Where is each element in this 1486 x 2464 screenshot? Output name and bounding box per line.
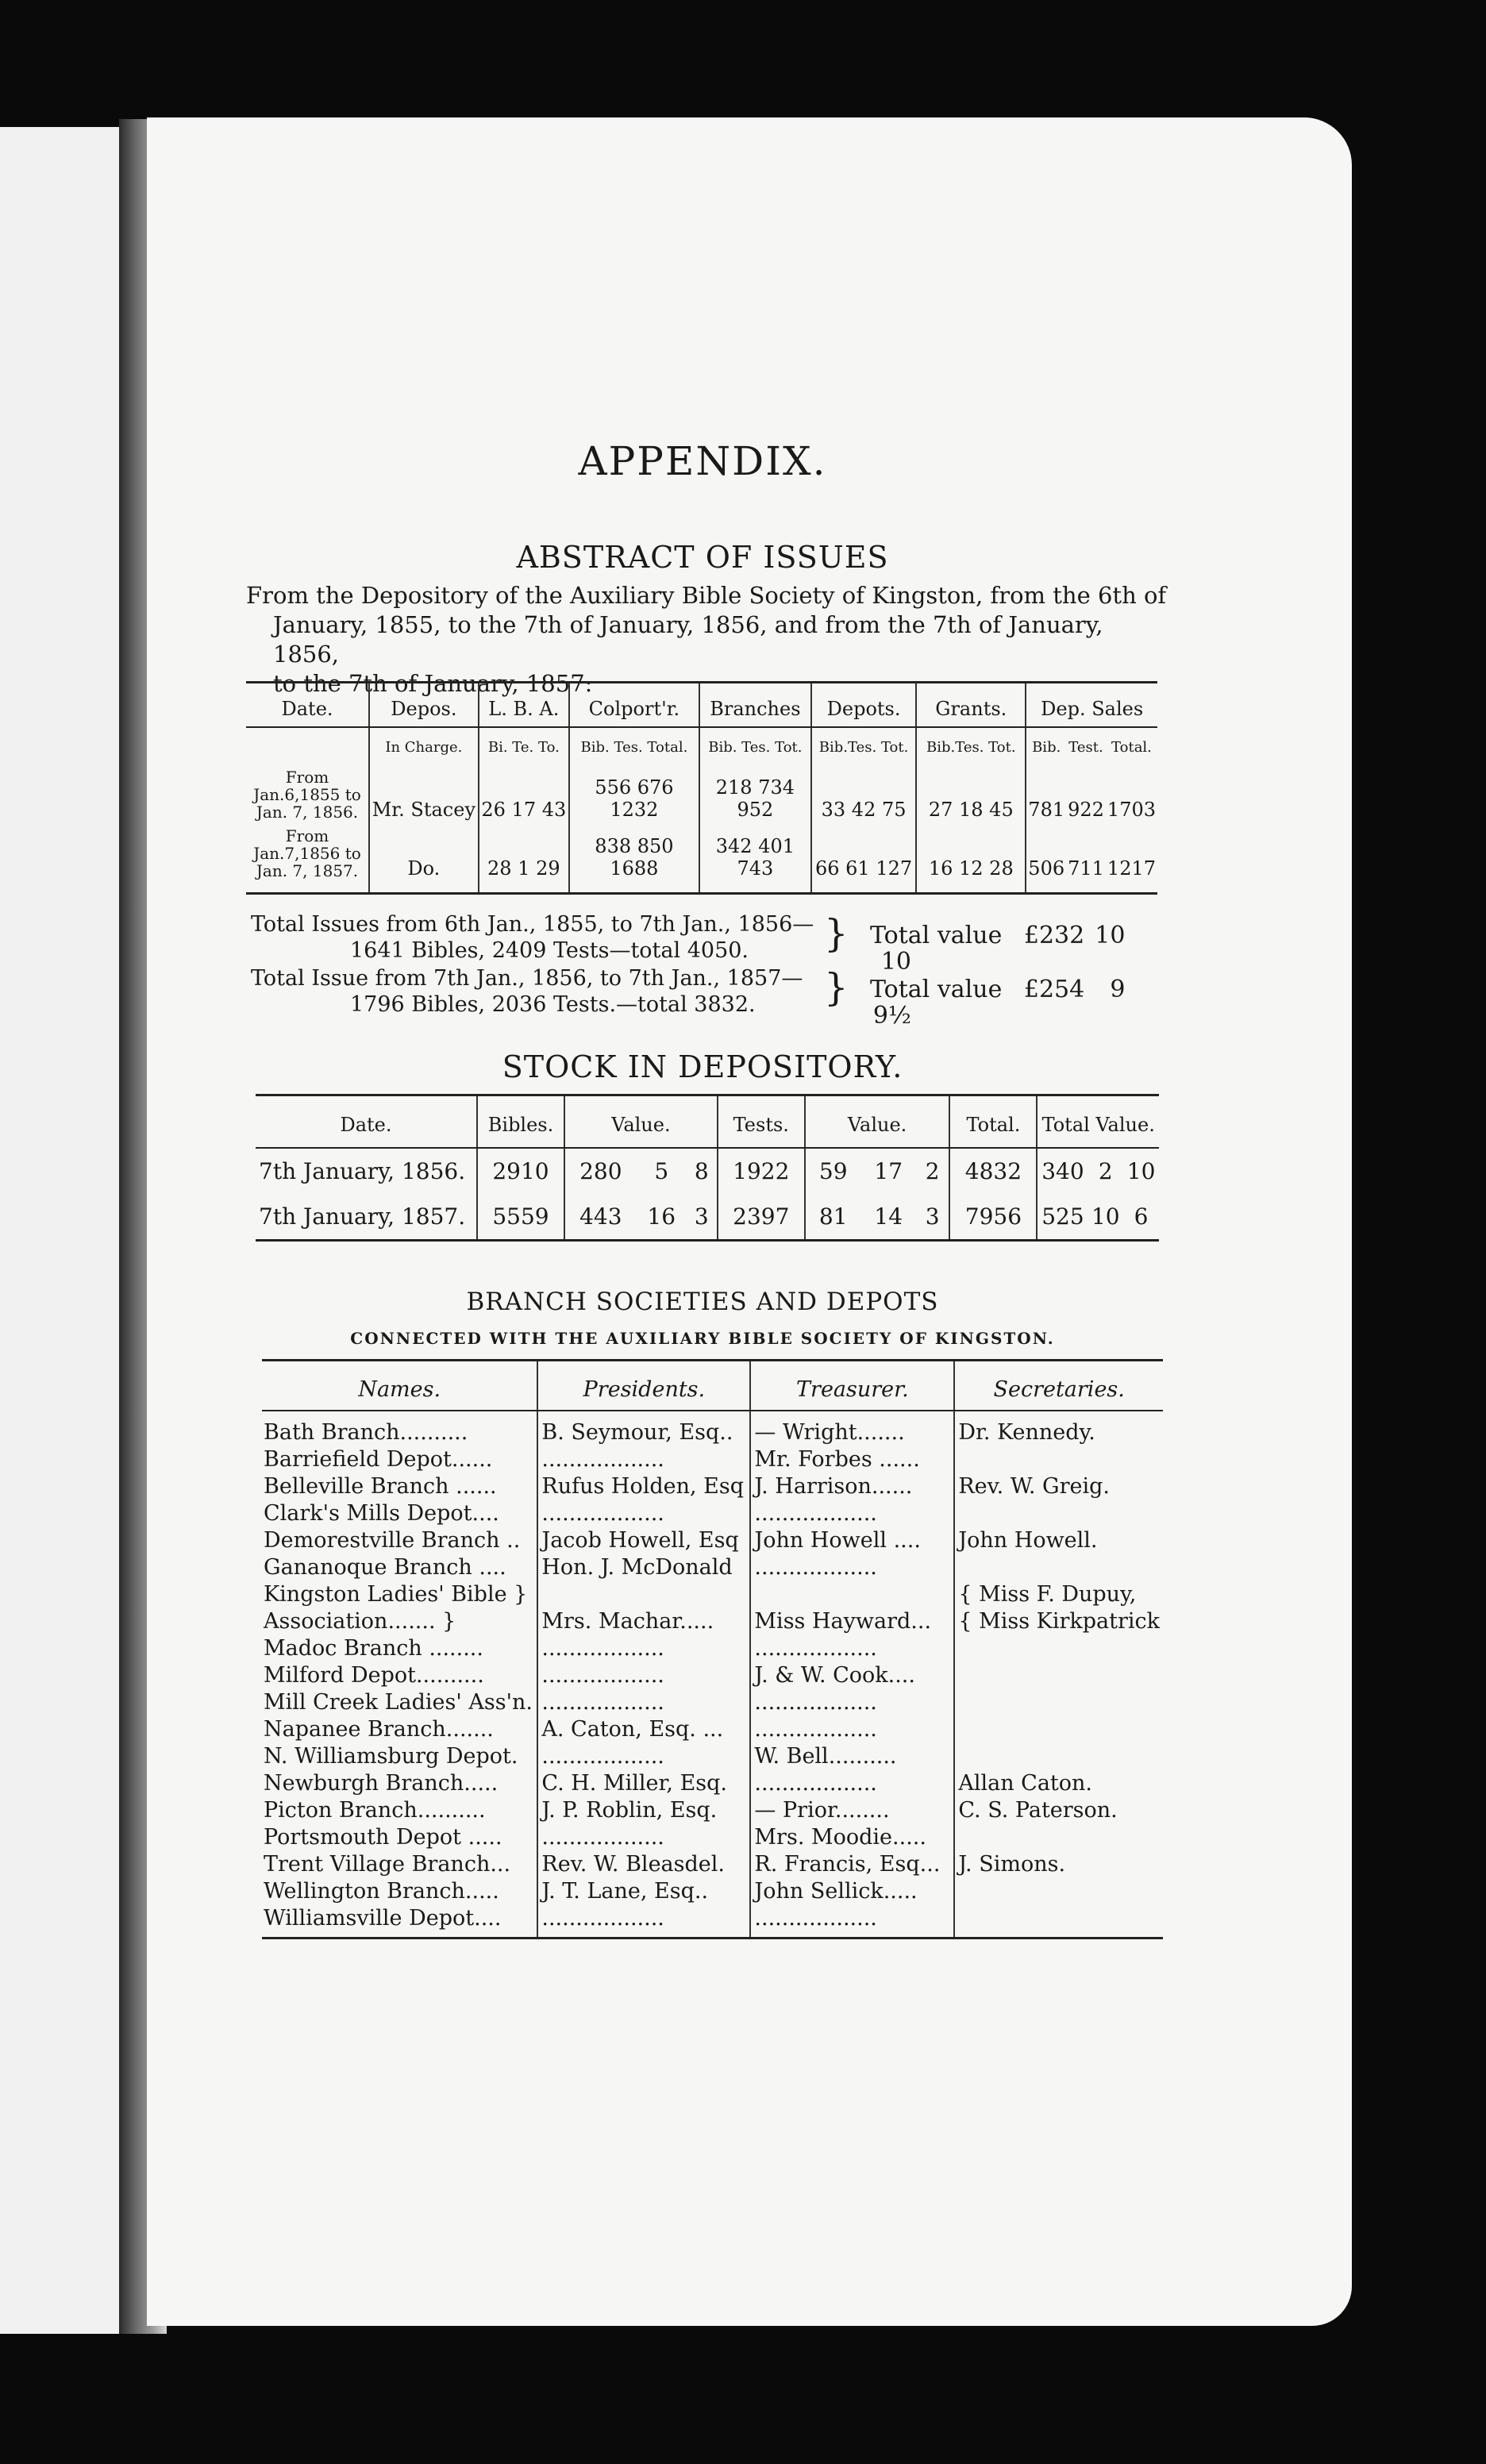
secretary bbox=[954, 1662, 1163, 1689]
branch-name: Milford Depot.......... bbox=[264, 1663, 484, 1688]
secretary: { Miss F. Dupuy, bbox=[954, 1581, 1163, 1608]
col-header: Date. bbox=[256, 1095, 477, 1149]
total-issues-1: Total Issues from 6th Jan., 1855, to 7th Jan., 1856— 1641 Bibles, 2409 Tests—total 4050. bbox=[251, 912, 814, 963]
table-row bbox=[262, 1446, 1163, 1473]
total-value-2: Total value £254 9 9½ bbox=[870, 976, 1126, 1030]
table-cell: 28 1 29 bbox=[479, 824, 569, 894]
table-cell: 27 18 45 bbox=[916, 765, 1026, 824]
table-row bbox=[262, 1716, 1163, 1743]
branches-heading: BRANCH SOCIETIES AND DEPOTS bbox=[466, 1288, 939, 1316]
col-header: Value. bbox=[564, 1095, 718, 1149]
sub-header: Test. bbox=[1068, 739, 1103, 756]
table-row bbox=[262, 1797, 1163, 1824]
table-cell: 33 42 75 bbox=[811, 765, 916, 824]
branch-name: Trent Village Branch... bbox=[264, 1852, 511, 1877]
treasurer: W. Bell.......... bbox=[750, 1743, 954, 1770]
stock-heading: STOCK IN DEPOSITORY. bbox=[502, 1049, 903, 1084]
branch-name: Madoc Branch ........ bbox=[264, 1636, 483, 1661]
col-header: Depos. bbox=[369, 683, 479, 728]
table-row bbox=[262, 1527, 1163, 1554]
stock-header-row bbox=[256, 1095, 1159, 1149]
table-row bbox=[246, 765, 1157, 824]
sub-header: Bib.Tes. Tot. bbox=[811, 727, 916, 765]
date-cell: From Jan.6,1855 to Jan. 7, 1856. bbox=[253, 768, 361, 822]
abstract-subheader-row bbox=[246, 727, 1157, 765]
president: .................. bbox=[537, 1824, 750, 1851]
secretary: C. S. Paterson. bbox=[954, 1797, 1163, 1824]
branch-name: Napanee Branch....... bbox=[264, 1717, 494, 1742]
date-cell: 7th January, 1856. bbox=[259, 1158, 466, 1184]
table-cell: 506 bbox=[1026, 824, 1066, 894]
secretary: Dr. Kennedy. bbox=[954, 1411, 1163, 1446]
intro-line: From the Depository of the Auxiliary Bible Society of Kingston, from the 6th of bbox=[246, 582, 1167, 609]
table-row bbox=[256, 1194, 1159, 1241]
treasurer: Mr. Forbes ...... bbox=[750, 1446, 954, 1473]
branch-name: Barriefield Depot...... bbox=[264, 1447, 493, 1472]
table-cell: 3 bbox=[687, 1194, 718, 1241]
brace: } bbox=[824, 965, 849, 1010]
president: .................. bbox=[537, 1446, 750, 1473]
sub-header: Total. bbox=[1111, 739, 1152, 756]
treasurer: J. Harrison...... bbox=[750, 1473, 954, 1500]
table-row bbox=[262, 1411, 1163, 1446]
president: .................. bbox=[537, 1500, 750, 1527]
col-header: Tests. bbox=[718, 1095, 805, 1149]
branch-name: Portsmouth Depot ..... bbox=[264, 1825, 502, 1850]
table-row bbox=[262, 1851, 1163, 1878]
branch-name: Bath Branch.......... bbox=[264, 1420, 468, 1445]
president: Rufus Holden, Esq bbox=[537, 1473, 750, 1500]
treasurer: R. Francis, Esq... bbox=[750, 1851, 954, 1878]
table-cell: 6 bbox=[1123, 1194, 1159, 1241]
table-cell: 14 bbox=[861, 1194, 916, 1241]
secretary bbox=[954, 1689, 1163, 1716]
date-cell: 7th January, 1857. bbox=[256, 1194, 477, 1241]
table-row bbox=[262, 1743, 1163, 1770]
sub-header: Bib.Tes. Tot. bbox=[916, 727, 1026, 765]
branch-name: Clark's Mills Depot.... bbox=[264, 1501, 499, 1526]
col-header: Total. bbox=[949, 1095, 1037, 1149]
table-row bbox=[262, 1878, 1163, 1905]
sub-header: Bib. bbox=[1026, 727, 1066, 765]
col-header: Presidents. bbox=[537, 1361, 750, 1411]
table-row bbox=[262, 1770, 1163, 1797]
date-cell: From Jan.7,1856 to Jan. 7, 1857. bbox=[246, 824, 369, 894]
treasurer: .................. bbox=[750, 1500, 954, 1527]
sub-header: In Charge. bbox=[369, 727, 479, 765]
col-header: L. B. A. bbox=[479, 683, 569, 728]
table-cell: 2 bbox=[1098, 1158, 1113, 1184]
table-cell: 443 bbox=[564, 1194, 637, 1241]
president: B. Seymour, Esq.. bbox=[537, 1411, 750, 1446]
secretary bbox=[954, 1500, 1163, 1527]
branch-name: Wellington Branch..... bbox=[264, 1879, 499, 1904]
branch-name: Mill Creek Ladies' Ass'n. bbox=[264, 1690, 533, 1715]
sub-header: Bib. Tes. Tot. bbox=[699, 727, 811, 765]
secretary bbox=[954, 1716, 1163, 1743]
sub-header: Bi. Te. To. bbox=[479, 727, 569, 765]
table-cell: 10 bbox=[1126, 1158, 1156, 1184]
branch-name: N. Williamsburg Depot. bbox=[264, 1744, 518, 1769]
table-cell: 1703 bbox=[1107, 799, 1156, 821]
intro-line: January, 1855, to the 7th of January, 1856, and from the 7th of January, 1856, bbox=[273, 611, 1103, 668]
table-cell: 8 bbox=[694, 1158, 709, 1184]
treasurer: .................. bbox=[750, 1635, 954, 1662]
treasurer: .................. bbox=[750, 1770, 954, 1797]
table-cell: 81 bbox=[805, 1194, 861, 1241]
table-cell: 3 bbox=[916, 1194, 950, 1241]
president: J. T. Lane, Esq.. bbox=[537, 1878, 750, 1905]
table-cell: 711 bbox=[1066, 824, 1106, 894]
president: A. Caton, Esq. ... bbox=[537, 1716, 750, 1743]
brace: } bbox=[824, 911, 849, 956]
secretary bbox=[954, 1824, 1163, 1851]
branch-name: Williamsville Depot.... bbox=[262, 1905, 537, 1938]
table-row bbox=[246, 824, 1157, 894]
secretary: { Miss Kirkpatrick bbox=[954, 1608, 1163, 1635]
table-cell: 2 bbox=[925, 1158, 940, 1184]
secretary bbox=[954, 1635, 1163, 1662]
secretary bbox=[954, 1878, 1163, 1905]
table-cell: 556 676 1232 bbox=[569, 765, 699, 824]
table-cell: 4832 bbox=[949, 1148, 1037, 1194]
table-cell: 7956 bbox=[949, 1194, 1037, 1241]
secretary bbox=[954, 1446, 1163, 1473]
table-cell: 1922 bbox=[718, 1148, 805, 1194]
table-cell: 26 17 43 bbox=[479, 765, 569, 824]
president: J. P. Roblin, Esq. bbox=[537, 1797, 750, 1824]
treasurer: — Prior........ bbox=[750, 1797, 954, 1824]
president: C. H. Miller, Esq. bbox=[537, 1770, 750, 1797]
table-row bbox=[262, 1554, 1163, 1581]
intro-line: to the 7th of January, 1857: bbox=[273, 670, 593, 697]
table-cell: 10 bbox=[1088, 1194, 1123, 1241]
table-cell: 2397 bbox=[718, 1194, 805, 1241]
branch-name: Association....... } bbox=[264, 1609, 456, 1634]
table-cell: 218 734 952 bbox=[699, 765, 811, 824]
table-row bbox=[262, 1662, 1163, 1689]
table-row bbox=[262, 1608, 1163, 1635]
sub-header: Bib. Tes. Total. bbox=[569, 727, 699, 765]
president bbox=[537, 1581, 750, 1608]
table-row bbox=[262, 1824, 1163, 1851]
treasurer: .................. bbox=[750, 1554, 954, 1581]
table-cell: Mr. Stacey bbox=[369, 765, 479, 824]
table-cell: 781 bbox=[1026, 765, 1066, 824]
page-title: APPENDIX. bbox=[578, 438, 827, 484]
table-cell: 838 850 1688 bbox=[569, 824, 699, 894]
president: Mrs. Machar..... bbox=[537, 1608, 750, 1635]
branches-table bbox=[262, 1359, 1163, 1939]
president: Rev. W. Bleasdel. bbox=[537, 1851, 750, 1878]
secretary: John Howell. bbox=[954, 1527, 1163, 1554]
table-row bbox=[262, 1689, 1163, 1716]
president: Hon. J. McDonald bbox=[537, 1554, 750, 1581]
treasurer: .................. bbox=[750, 1905, 954, 1938]
col-header: Treasurer. bbox=[750, 1361, 954, 1411]
branch-name: Kingston Ladies' Bible } bbox=[264, 1582, 528, 1607]
table-row bbox=[262, 1905, 1163, 1938]
abstract-header-row bbox=[246, 683, 1157, 728]
president: .................. bbox=[537, 1743, 750, 1770]
table-cell: Do. bbox=[369, 824, 479, 894]
table-cell: 16 bbox=[637, 1194, 687, 1241]
treasurer: .................. bbox=[750, 1689, 954, 1716]
stock-table bbox=[256, 1094, 1159, 1242]
table-cell: 2910 bbox=[477, 1148, 564, 1194]
table-cell: 525 bbox=[1037, 1194, 1088, 1241]
col-header: Branches bbox=[699, 683, 811, 728]
abstract-table bbox=[246, 681, 1157, 895]
treasurer bbox=[750, 1581, 954, 1608]
total-issues-2: Total Issue from 7th Jan., 1856, to 7th Jan., 1857— 1796 Bibles, 2036 Tests.—total 3832. bbox=[251, 966, 803, 1017]
col-header: Secretaries. bbox=[954, 1361, 1163, 1411]
table-cell: 922 bbox=[1068, 799, 1104, 821]
secretary: J. Simons. bbox=[954, 1851, 1163, 1878]
col-header: Names. bbox=[262, 1361, 537, 1411]
treasurer: — Wright....... bbox=[750, 1411, 954, 1446]
facing-page-edge bbox=[0, 127, 119, 2334]
table-cell: 5559 bbox=[477, 1194, 564, 1241]
col-header: Value. bbox=[805, 1095, 950, 1149]
col-header: Total Value. bbox=[1037, 1095, 1159, 1149]
col-header: Date. bbox=[246, 683, 369, 728]
secretary bbox=[954, 1905, 1163, 1938]
treasurer: J. & W. Cook.... bbox=[750, 1662, 954, 1689]
col-header: Depots. bbox=[811, 683, 916, 728]
branch-name: Picton Branch.......... bbox=[264, 1798, 486, 1823]
col-header: Dep. Sales bbox=[1026, 683, 1157, 728]
secretary bbox=[954, 1554, 1163, 1581]
table-cell: 280 bbox=[564, 1148, 637, 1194]
president: .................. bbox=[537, 1662, 750, 1689]
treasurer: Miss Hayward... bbox=[750, 1608, 954, 1635]
treasurer: John Sellick..... bbox=[750, 1878, 954, 1905]
branches-header-row bbox=[262, 1361, 1163, 1411]
table-cell: 17 bbox=[874, 1158, 903, 1184]
table-cell: 66 61 127 bbox=[811, 824, 916, 894]
table-row bbox=[262, 1581, 1163, 1608]
total-value-1: Total value £232 10 10 bbox=[870, 922, 1126, 976]
treasurer: Mrs. Moodie..... bbox=[750, 1824, 954, 1851]
table-cell: 5 bbox=[654, 1158, 669, 1184]
treasurer: .................. bbox=[750, 1716, 954, 1743]
table-cell: 342 401 743 bbox=[699, 824, 811, 894]
branch-name: Gananoque Branch .... bbox=[264, 1555, 506, 1580]
president: .................. bbox=[537, 1905, 750, 1938]
abstract-heading: ABSTRACT OF ISSUES bbox=[516, 540, 889, 575]
secretary: Allan Caton. bbox=[954, 1770, 1163, 1797]
branch-name: Belleville Branch ...... bbox=[264, 1474, 497, 1499]
col-header: Grants. bbox=[916, 683, 1026, 728]
table-cell: 16 12 28 bbox=[916, 824, 1026, 894]
president: .................. bbox=[537, 1689, 750, 1716]
table-row bbox=[262, 1500, 1163, 1527]
table-row bbox=[262, 1473, 1163, 1500]
table-cell: 340 bbox=[1037, 1148, 1088, 1194]
table-cell: 1217 bbox=[1106, 824, 1157, 894]
secretary: Rev. W. Greig. bbox=[954, 1473, 1163, 1500]
secretary bbox=[954, 1743, 1163, 1770]
president: .................. bbox=[537, 1635, 750, 1662]
col-header: Bibles. bbox=[477, 1095, 564, 1149]
president: Jacob Howell, Esq bbox=[537, 1527, 750, 1554]
treasurer: John Howell .... bbox=[750, 1527, 954, 1554]
branch-name: Newburgh Branch..... bbox=[264, 1771, 499, 1796]
branch-name: Demorestville Branch .. bbox=[264, 1528, 521, 1553]
col-header: Colport'r. bbox=[569, 683, 699, 728]
table-row bbox=[262, 1635, 1163, 1662]
table-row bbox=[256, 1148, 1159, 1194]
table-cell: 59 bbox=[805, 1148, 861, 1194]
branches-subheading: CONNECTED WITH THE AUXILIARY BIBLE SOCIETY OF KINGSTON. bbox=[350, 1329, 1055, 1348]
